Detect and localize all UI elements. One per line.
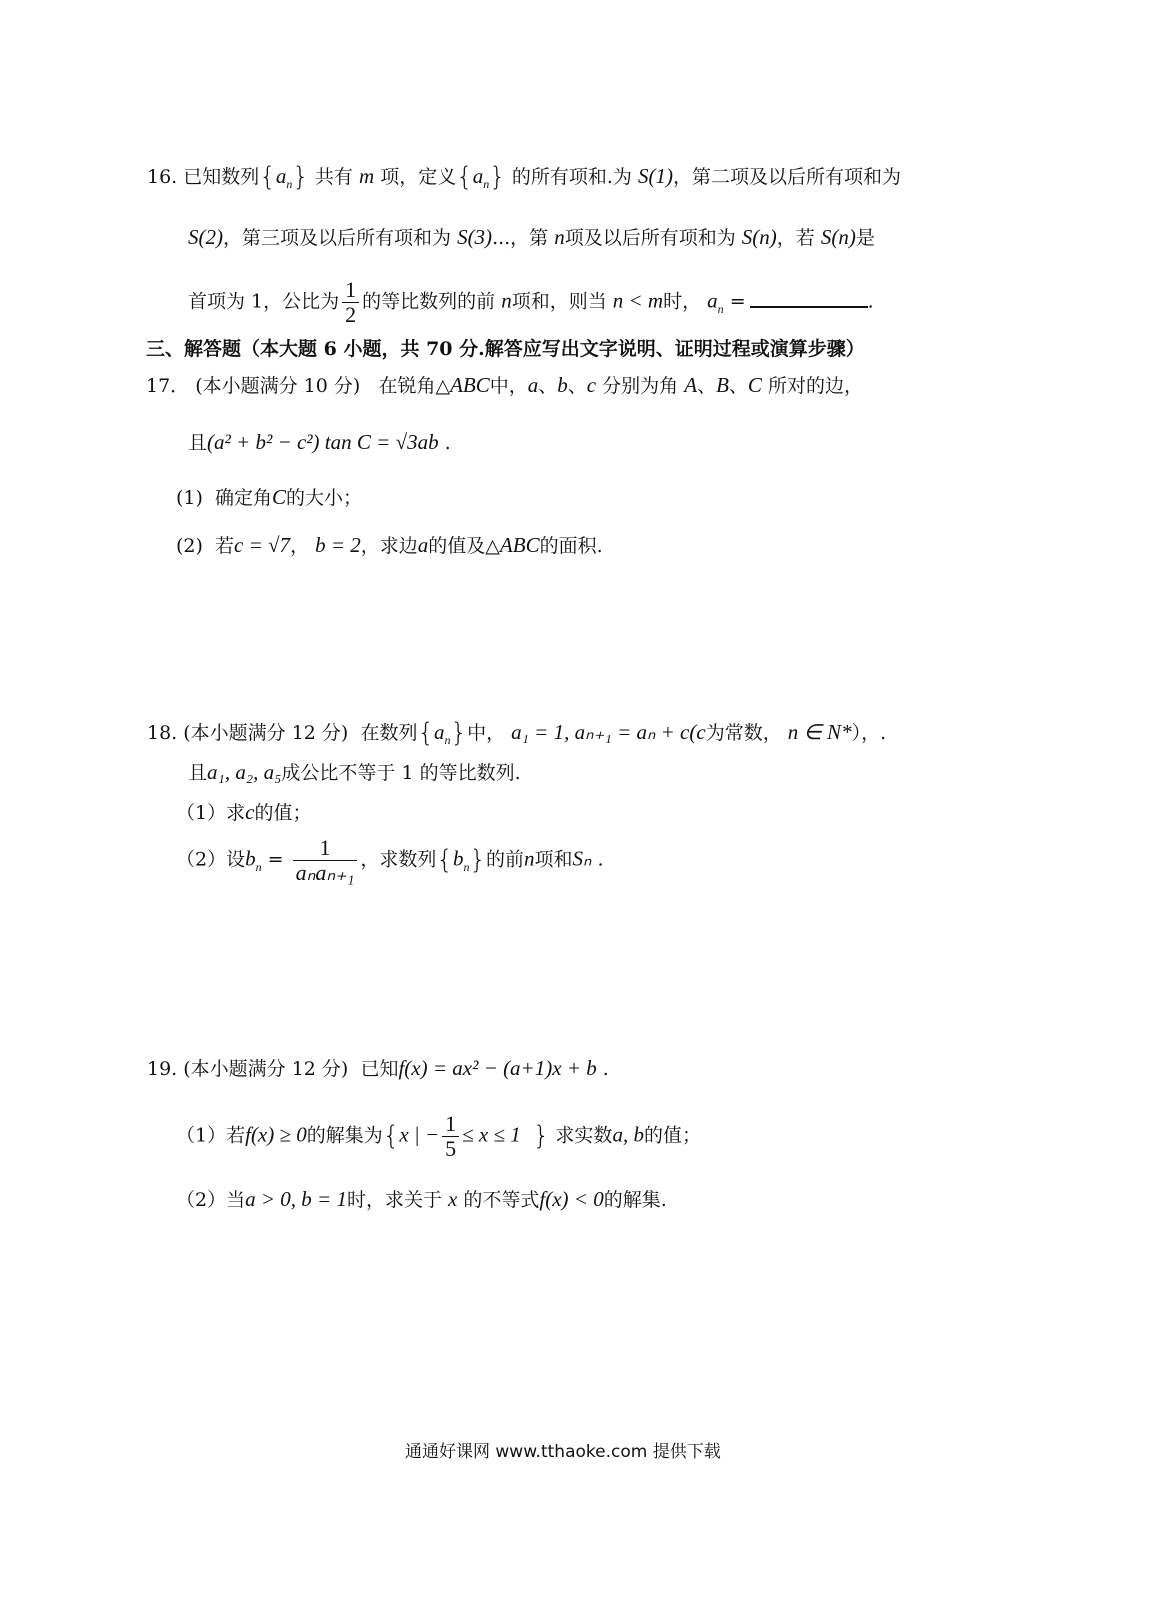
q16-line3: 首项为 1，公比为 $\frac{1}{2}$ 的等比数列的前 n项和，则当 n < m时， $a_n$ = . [188,277,874,328]
fraction-one-half: $\frac{1}{2}$ [342,278,359,327]
q17-part1: (1) 确定角C的大小； [176,485,363,509]
q17-equation: (a² + b² − c²) tan C = √3ab [207,430,439,454]
q17-number: 17． [146,375,190,397]
fraction-one-fifth: $\frac{1}{5}$ [442,1112,459,1161]
q16-line2: S(2)，第三项及以后所有项和为 S(3)...，第 n项及以后所有项和为 S(n)，若 S(n)是 [188,225,875,249]
q17-points: (本小题满分 10 分) [195,375,361,397]
q18-line2: 且a₁, a₂, a₅成公比不等于 1 的等比数列. [188,760,521,784]
section-heading: 三、解答题（本大题 6 小题，共 70 分.解答应写出文字说明、证明过程或演算步骤） [146,338,865,360]
q18-part2: （2）设$b_n$ = $\frac{1}{\text{aₙaₙ₊₁}}$ ，求数列$\{b_n\}$的前n项和Sₙ . [176,835,604,886]
q19-points: (本小题满分 12 分) [183,1058,349,1080]
q19-function: f(x) = ax² − (a+1)x + b [398,1056,597,1080]
q17-line2: 且(a² + b² − c²) tan C = √3ab . [188,430,451,454]
answer-blank [750,288,868,308]
q17-line1: 17． (本小题满分 10 分) 在锐角△ABC中，a、b、c 分别为角 A、B、C 所对的边， [146,373,863,397]
q19-part2: （2）当a > 0, b = 1时，求关于 x 的不等式f(x) < 0的解集. [176,1187,667,1211]
fraction-bn: $\frac{1}{\text{aₙaₙ₊₁}}$ [293,836,358,885]
q16-number: 16. [147,166,178,188]
q19-part1: （1）若f(x) ≥ 0的解集为{x | − $\frac{1}{5}$ ≤ x ≤ 1 } 求实数a, b的值； [176,1111,701,1162]
q19-line1: 19. (本小题满分 12 分) 已知f(x) = ax² − (a+1)x + b . [147,1056,609,1080]
q18-points: (本小题满分 12 分) [183,722,349,744]
q18-line1: 18. (本小题满分 12 分) 在数列$\{a_n\}$中， a₁ = 1, aₙ₊₁ = aₙ + c(c为常数， n ∈ N*），. [147,718,887,748]
q17-part2: (2) 若c = √7， b = 2，求边a的值及△ABC的面积. [176,533,603,557]
q18-number: 18. [147,722,178,744]
q19-number: 19. [147,1058,178,1080]
page-footer: 通通好课网 www.tthaoke.com 提供下载 [405,1442,721,1462]
q18-part1: （1）求c的值； [176,800,312,824]
q16-line1: 16. 已知数列$\{a_n\}$ 共有 m 项，定义$\{a_n\}$ 的所有项和.为 S(1)，第二项及以后所有项和为 [147,162,901,192]
